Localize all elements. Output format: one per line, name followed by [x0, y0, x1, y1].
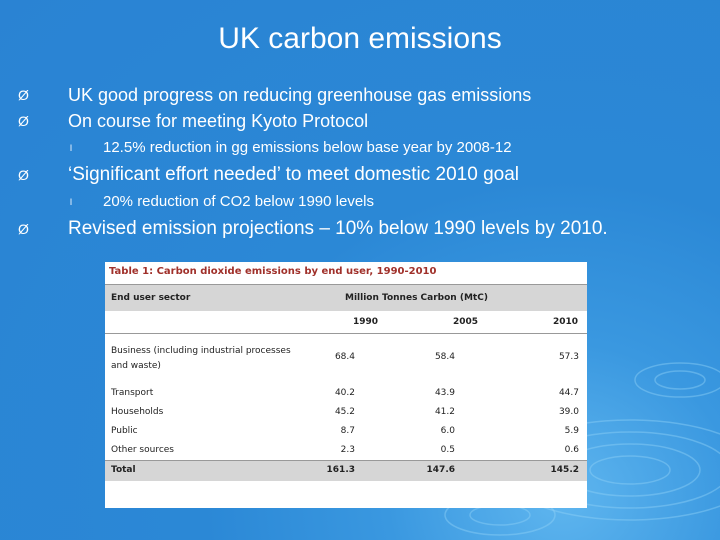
arrow-bullet-icon: Ø: [18, 221, 29, 237]
bullet-item: [18, 84, 708, 106]
cell-2010: 0.6: [564, 445, 579, 455]
row-label: Other sources: [111, 445, 174, 455]
table-row: [105, 384, 587, 403]
header-unit: Million Tonnes Carbon (MtC): [345, 293, 488, 303]
cell-2010: 44.7: [558, 388, 579, 398]
header-sector: End user sector: [111, 293, 191, 303]
cell-1990: 2.3: [340, 445, 355, 455]
table-header-row: [105, 284, 587, 311]
bullet-text: UK good progress on reducing greenhouse gas emissions: [68, 85, 532, 105]
bullet-item: [18, 164, 708, 186]
year-header-row: [105, 311, 587, 334]
total-1990: 161.3: [326, 465, 355, 475]
bullet-text: Revised emission projections – 10% below 1990 levels by 2010.: [68, 218, 608, 239]
bullet-text: ‘Significant effort needed’ to meet domestic 2010 goal: [68, 164, 520, 185]
cell-2010: 39.0: [558, 407, 579, 417]
total-label: Total: [111, 465, 136, 475]
cell-1990: 8.7: [340, 426, 355, 436]
sub-bullet-text: 20% reduction of CO2 below 1990 levels: [103, 193, 374, 210]
bullet-text: On course for meeting Kyoto Protocol: [68, 111, 369, 131]
row-label: Public: [111, 426, 138, 436]
sub-bullet-item: [18, 138, 708, 158]
dot-bullet-icon: l: [70, 197, 72, 207]
row-label: Business (including industrial processes and waste): [111, 346, 291, 371]
table-row: [105, 334, 587, 384]
year-2010: 2010: [553, 317, 579, 327]
sub-bullet-text: 12.5% reduction in gg emissions below base year by 2008-12: [103, 139, 512, 156]
cell-1990: 40.2: [334, 388, 355, 398]
table-total-row: [105, 460, 587, 481]
year-2005: 2005: [453, 317, 479, 327]
cell-2005: 41.2: [434, 407, 455, 417]
arrow-bullet-icon: Ø: [18, 87, 29, 103]
cell-2010: 57.3: [558, 352, 579, 362]
sub-bullet-item: [18, 192, 708, 212]
arrow-bullet-icon: Ø: [18, 167, 29, 183]
cell-1990: 45.2: [334, 407, 355, 417]
bullet-item: [18, 110, 708, 132]
dot-bullet-icon: l: [70, 143, 72, 153]
table-row: [105, 403, 587, 422]
table-caption: Table 1: Carbon dioxide emissions by end user, 1990-2010: [109, 266, 437, 277]
table-row: [105, 441, 587, 460]
total-2010: 145.2: [550, 465, 579, 475]
cell-2005: 6.0: [440, 426, 455, 436]
cell-2010: 5.9: [564, 426, 579, 436]
bullet-list: [18, 84, 708, 240]
cell-2005: 58.4: [434, 352, 455, 362]
emissions-table: [105, 262, 587, 508]
table-grid: [105, 284, 587, 481]
cell-2005: 43.9: [434, 388, 455, 398]
cell-2005: 0.5: [440, 445, 455, 455]
bullet-item: [18, 218, 708, 240]
cell-1990: 68.4: [334, 352, 355, 362]
table-row: [105, 422, 587, 441]
row-label: Households: [111, 407, 164, 417]
slide-title: UK carbon emissions: [218, 22, 502, 55]
row-label: Transport: [111, 388, 154, 398]
total-2005: 147.6: [426, 465, 455, 475]
arrow-bullet-icon: Ø: [18, 113, 29, 129]
year-1990: 1990: [353, 317, 379, 327]
